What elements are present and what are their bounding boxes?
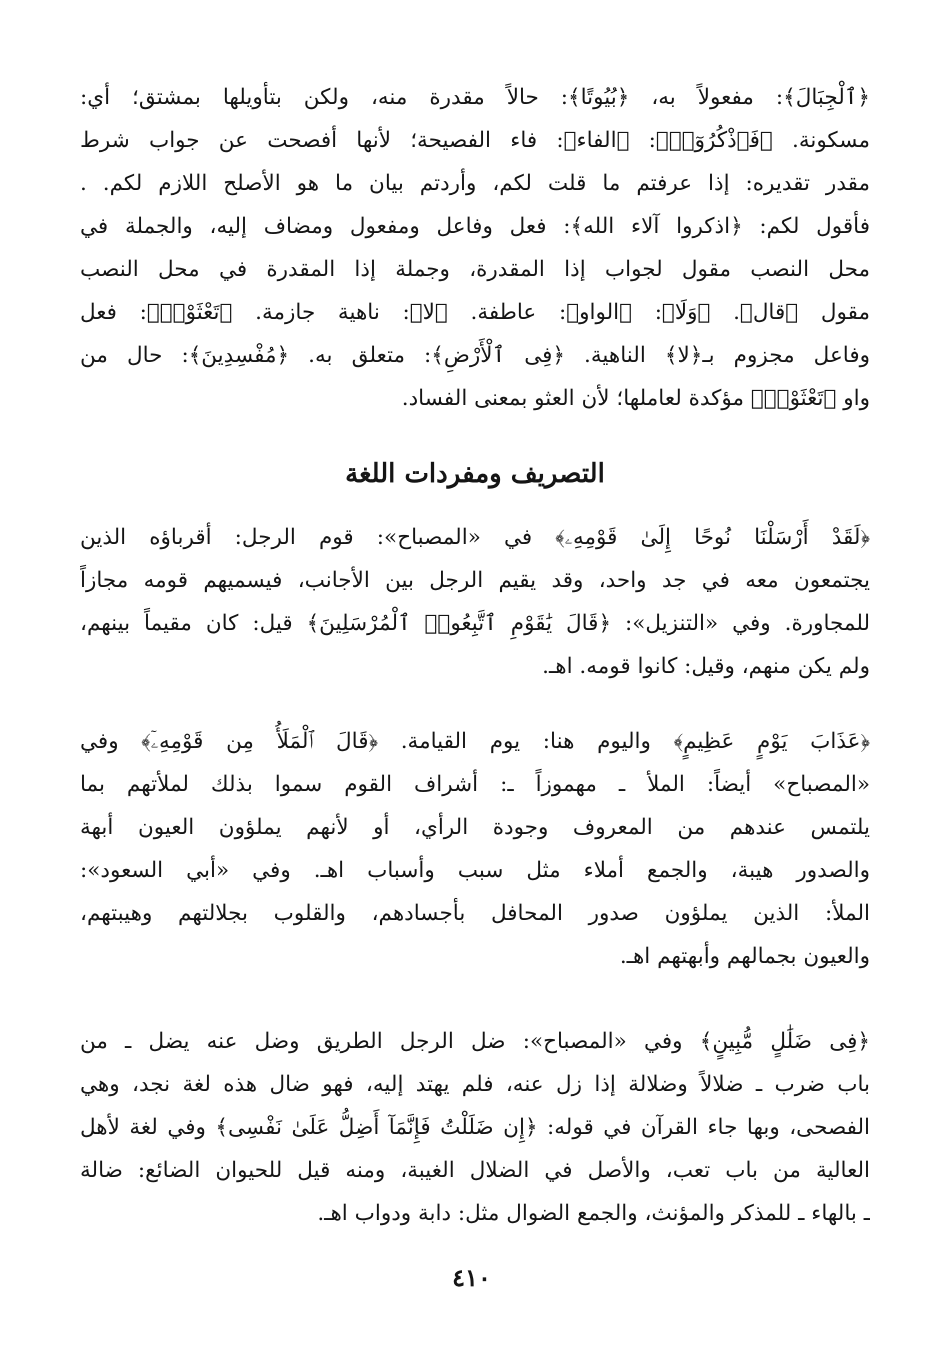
text-line: «المصباح» أيضاً: الملأ ـ مهموزاً ـ: أشراف القوم سموا بذلك لملأتهم بما: [80, 772, 870, 797]
section-heading: التصريف ومفردات اللغة: [345, 459, 605, 489]
text-line: الفصحى، وبها جاء القرآن في قوله: ﴿إِن ضَلَلْتُ فَإِنَّمَآ أَضِلُّ عَلَىٰ نَفْسِى﴾ وفي لغة لأهل: [80, 1115, 870, 1140]
text-line: ﴿عَذَابَ يَوْمٍ عَظِيمٍ﴾ واليوم هنا: يوم القيامة. ﴿قَالَ ٱلْمَلَأُ مِن قَوْمِهِۦٓ﴾ وفي: [80, 729, 870, 754]
paragraph-grammar: [80, 76, 870, 420]
text-line: ﴿فِى ضَلَٰلٍ مُّبِينٍ﴾ وفي «المصباح»: ضل الرجل الطريق وضل عنه يضل ـ من: [80, 1029, 870, 1054]
page-number: ٤١٠: [452, 1263, 491, 1292]
text-line: ﴿لَقَدْ أَرْسَلْنَا نُوحًا إِلَىٰ قَوْمِهِۦ﴾ في «المصباح»: قوم الرجل: أقرباؤه الذين: [80, 525, 870, 550]
text-line: يجتمعون معه في جد واحد، وقد يقيم الرجل بين الأجانب، فيسميهم قومه مجازاً: [80, 568, 870, 593]
paragraph-qawm: [80, 516, 870, 688]
text-line: مقول ﴿قال﴾. ﴿وَلَا﴾: ﴿الواو﴾: عاطفة. ﴿لا﴾: ناهية جازمة. ﴿تَعْثَوْا۟﴾: فعل: [80, 300, 870, 325]
text-line: ﴿ٱلْجِبَالَ﴾: مفعولاً به، ﴿بُيُوتًا﴾: حالاً مقدرة منه، ولكن بتأويلها بمشتق؛ أي:: [80, 85, 870, 110]
text-line: للمجاورة. وفي «التنزيل»: ﴿قَالَ يَٰقَوْمِ ٱتَّبِعُوا۟ ٱلْمُرْسَلِينَ﴾ قيل: كان مقيماً بينهم،: [80, 611, 870, 636]
text-line: الملأ: الذين يملؤون صدور المحافل بأجسادهم، والقلوب بجلالتهم وهيبتهم،: [80, 901, 870, 926]
text-line: محل النصب مقول لجواب إذا المقدرة، وجملة إذا المقدرة في محل النصب: [80, 257, 870, 282]
text-line: واو ﴿تَعْثَوْا۟﴾ مؤكدة لعاملها؛ لأن العثو بمعنى الفساد.: [401, 386, 870, 411]
paragraph-mala: [80, 720, 870, 978]
text-line: والصدور هيبة، والجمع أملاء مثل سبب وأسباب اهـ. وفي «أبي السعود»:: [80, 858, 870, 883]
text-line: ـ بالهاء ـ للمذكر والمؤنث، والجمع الضوال مثل: دابة ودواب اهـ.: [317, 1201, 870, 1226]
text-line: يلتمس عندهم من المعروف وجودة الرأي، أو لأنهم يملؤون العيون أبهة: [80, 815, 870, 840]
text-line: ولم يكن منهم، وقيل: كانوا قومه. اهـ.: [542, 654, 870, 679]
text-line: مقدر تقديره: إذا عرفتم ما قلت لكم، وأردتم بيان ما هو الأصلح اللازم لكم. .: [80, 171, 870, 196]
text-line: مسكونة. ﴿فَٱذْكُرُوٓا۟﴾: ﴿الفاء﴾: فاء الفصيحة؛ لأنها أفصحت عن جواب شرط: [80, 128, 870, 153]
text-line: باب ضرب ـ ضلالاً وضلالة إذا زل عنه، فلم يهتد إليه، فهو ضال هذه لغة نجد، وهي: [80, 1072, 870, 1097]
paragraph-dalal: [80, 1020, 870, 1235]
text-line: العالية من باب تعب، والأصل في الضلال الغيبة، ومنه قيل للحيوان الضائع: ضالة: [80, 1158, 870, 1183]
text-line: فأقول لكم: ﴿اذكروا آلاء الله﴾: فعل وفاعل ومفعول ومضاف إليه، والجملة في: [80, 214, 870, 239]
text-line: والعيون بجمالهم وأبهتهم اهـ.: [619, 944, 870, 969]
text-line: وفاعل مجزوم بـ﴿لا﴾ الناهية. ﴿فِى ٱلْأَرْضِ﴾: متعلق به. ﴿مُفْسِدِينَ﴾: حال من: [80, 343, 870, 368]
